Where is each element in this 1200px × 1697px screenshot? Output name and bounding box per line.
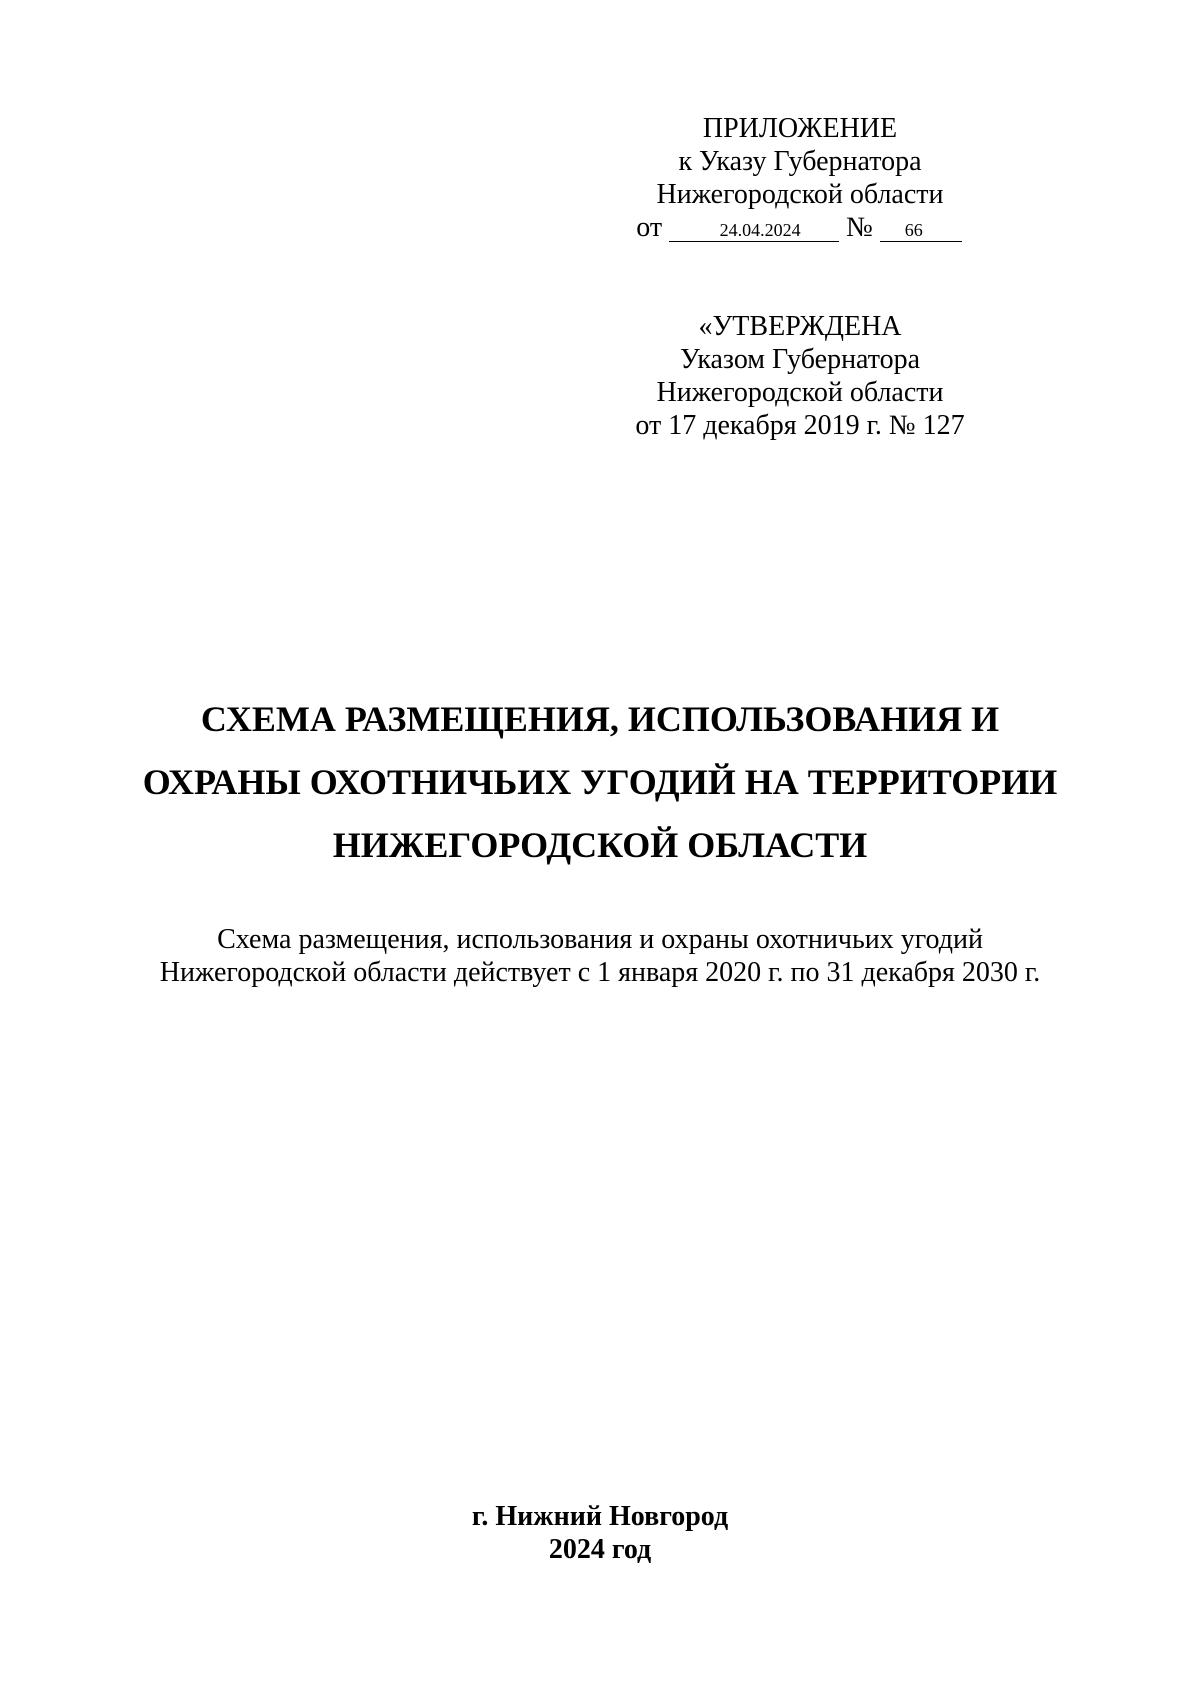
decree-number-field: 66 — [880, 219, 962, 242]
appendix-block — [600, 112, 1000, 244]
validity-statement — [100, 923, 1100, 989]
title-line-2: ОХРАНЫ ОХОТНИЧЬИХ УГОДИЙ НА ТЕРРИТОРИИ — [142, 762, 1058, 802]
footer-block — [400, 1500, 800, 1566]
approval-region-line: Нижегородской области — [656, 377, 944, 408]
decree-date-field: 24.04.2024 — [669, 219, 839, 242]
document-title — [100, 688, 1100, 877]
title-line-3: НИЖЕГОРОДСКОЙ ОБЛАСТИ — [332, 825, 868, 865]
appendix-date-line — [598, 211, 1000, 244]
number-label: № — [846, 212, 873, 243]
appendix-region-line: Нижегородской области — [656, 179, 944, 210]
approval-heading: «УТВЕРЖДЕНА — [698, 311, 902, 342]
approval-date-line: от 17 декабря 2019 г. № 127 — [635, 410, 965, 441]
footer-city: г. Нижний Новгород — [471, 1501, 729, 1532]
appendix-heading: ПРИЛОЖЕНИЕ — [702, 113, 898, 144]
footer-year: 2024 год — [548, 1534, 652, 1565]
appendix-decree-line: к Указу Губернатора — [678, 146, 922, 177]
from-label: от — [636, 212, 663, 243]
approval-block — [600, 310, 1000, 442]
validity-line-2: Нижегородской области действует с 1 января 2020 г. по 31 декабря 2030 г. — [159, 957, 1041, 988]
approval-decree-line: Указом Губернатора — [679, 344, 921, 375]
validity-line-1: Схема размещения, использования и охраны охотничьих угодий — [217, 924, 983, 955]
title-line-1: СХЕМА РАЗМЕЩЕНИЯ, ИСПОЛЬЗОВАНИЯ И — [200, 699, 1000, 739]
